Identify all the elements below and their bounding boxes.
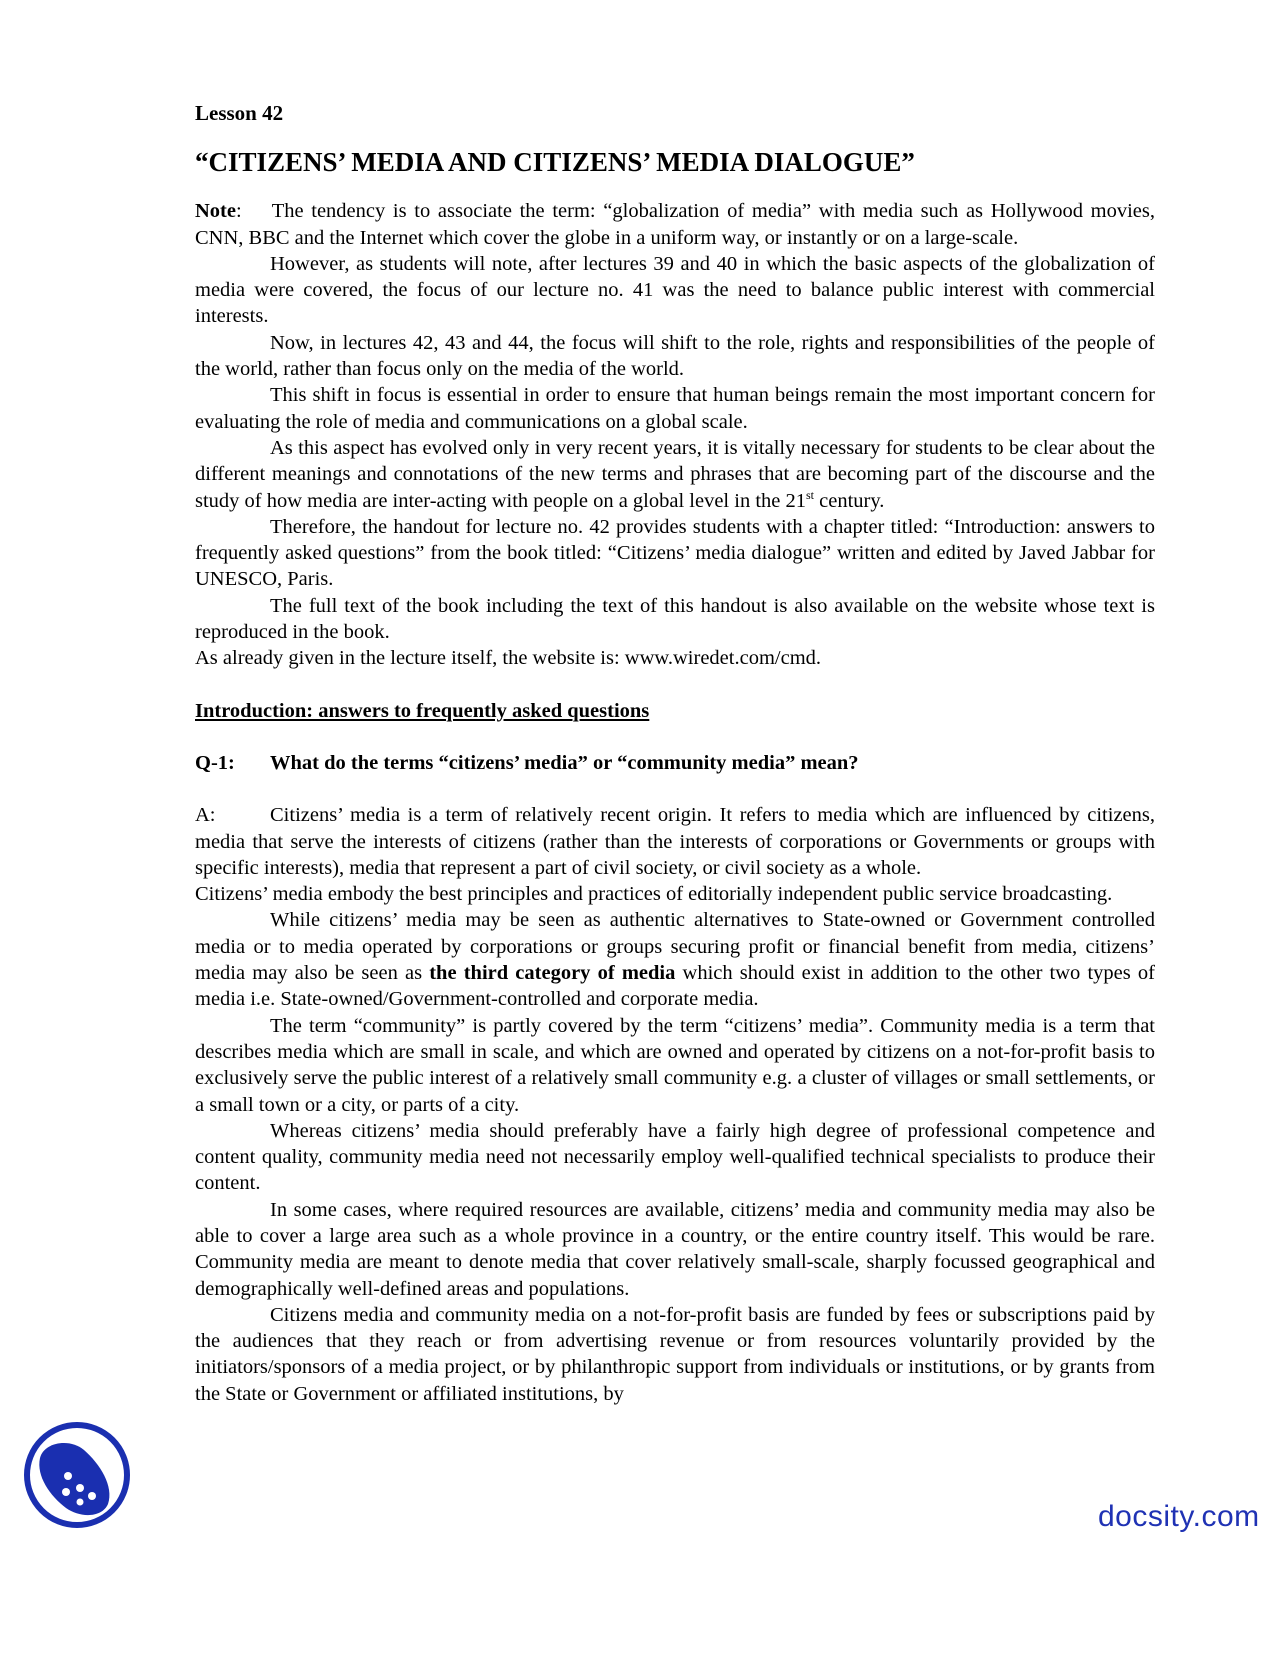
note-paragraph [195, 198, 1155, 251]
fulltext-paragraph: The full text of the book including the text of this handout is also available on the website whose text is reproduced in the book. [195, 594, 1155, 644]
docsity-watermark[interactable]: docsity.com [1098, 1500, 1260, 1533]
answer-text: Citizens’ media is a term of relatively recent origin. It refers to media which are influenced by citizens, media that serve the interests of citizens (rather than the interests of corporations or Governments or groups with specific interests), media that represent a part of civil society, or civil society as a whole. [195, 804, 1155, 879]
section-heading: Introduction: answers to frequently asked questions [195, 699, 650, 722]
handout-paragraph: Therefore, the handout for lecture no. 42 provides students with a chapter titled: “Introduction: answers to frequently asked questions” from the book titled: “Citizens’ media dialogue” written and edited by Javed Jabbar for UNESCO, Paris. [195, 515, 1155, 591]
body-paragraph: The term “community” is partly covered by the term “citizens’ media”. Community media is a term that describes media which are small in scale, and which are owned and operated by citizens on a not-for-profit basis to exclusively serve the public interest of a relatively small community e.g. a cluster of villages or small settlements, or a small town or a city, or parts of a city. [195, 1014, 1155, 1116]
answer-label: A: [195, 804, 216, 827]
question-text: What do the terms “citizens’ media” or “community media” mean? [270, 751, 859, 774]
answer-paragraph [195, 802, 1155, 881]
body-paragraph: Citizens media and community media on a not-for-profit basis are funded by fees or subscriptions paid by the audiences that they reach or from advertising revenue or from resources voluntarily provided by the initiators/sponsors of a media project, or by philanthropic support from individuals or institutions, or by grants from the State or Government or affiliated institutions, by [195, 1303, 1155, 1405]
page-title: “CITIZENS’ MEDIA AND CITIZENS’ MEDIA DIALOGUE” [195, 147, 915, 178]
body-paragraph: Whereas citizens’ media should preferably have a fairly high degree of professional competence and content quality, community media need not necessarily employ well-qualified technical specialists to produce their content. [195, 1119, 1155, 1195]
note-colon: : [235, 200, 242, 223]
website-paragraph: As already given in the lecture itself, the website is: www.wiredet.com/cmd. [195, 647, 822, 670]
body-paragraph: In some cases, where required resources are available, citizens’ media and community media may also be able to cover a large area such as a whole province in a country, or the entire country itself. This would be rare. Community media are meant to denote media that cover relatively small-scale, sharply focussed geographical and demographically well-defined areas and populations. [195, 1198, 1155, 1300]
document-page [195, 100, 1155, 1407]
emphasis-text: the third category of media [429, 962, 676, 985]
intro-paragraph: However, as students will note, after lectures 39 and 40 in which the basic aspects of the globalization of media were covered, the focus of our lecture no. 41 was the need to balance public interest with commercial interests. [195, 252, 1155, 328]
embody-paragraph: Citizens’ media embody the best principles and practices of editorially independent public service broadcasting. [195, 883, 1113, 906]
question-label: Q-1: [195, 751, 235, 774]
lesson-number: Lesson 42 [195, 101, 284, 125]
docsity-logo-icon [22, 1420, 132, 1530]
ordinal-suffix: st [806, 487, 815, 502]
note-label: Note [195, 200, 236, 223]
while-paragraph: While citizens’ media may be seen as authentic alternatives to State-owned or Government controlled media or to media operated by corporations or groups securing profit or financial benefit from media, citizens’ media may also be seen as the third category of media which should exist in addition to the other two types of media i.e. State-owned/Government-controlled and corporate media. [195, 909, 1155, 1011]
question-1 [195, 750, 1155, 776]
intro-paragraph: Now, in lectures 42, 43 and 44, the focus will shift to the role, rights and responsibilities of the people of the world, rather than focus only on the media of the world. [195, 331, 1155, 381]
intro-paragraph: This shift in focus is essential in order to ensure that human beings remain the most important concern for evaluating the role of media and communications on a global scale. [195, 384, 1155, 433]
note-text: The tendency is to associate the term: “globalization of media” with media such as Hollywood movies, CNN, BBC and the Internet which cover the globe in a uniform way, or instantly or on a large-scale. [195, 200, 1155, 249]
evolved-paragraph: As this aspect has evolved only in very recent years, it is vitally necessary for students to be clear about the different meanings and connotations of the new terms and phrases that are becoming part of the discourse and the study of how media are inter-acting with people on a global level in the 21st century. [195, 436, 1155, 512]
